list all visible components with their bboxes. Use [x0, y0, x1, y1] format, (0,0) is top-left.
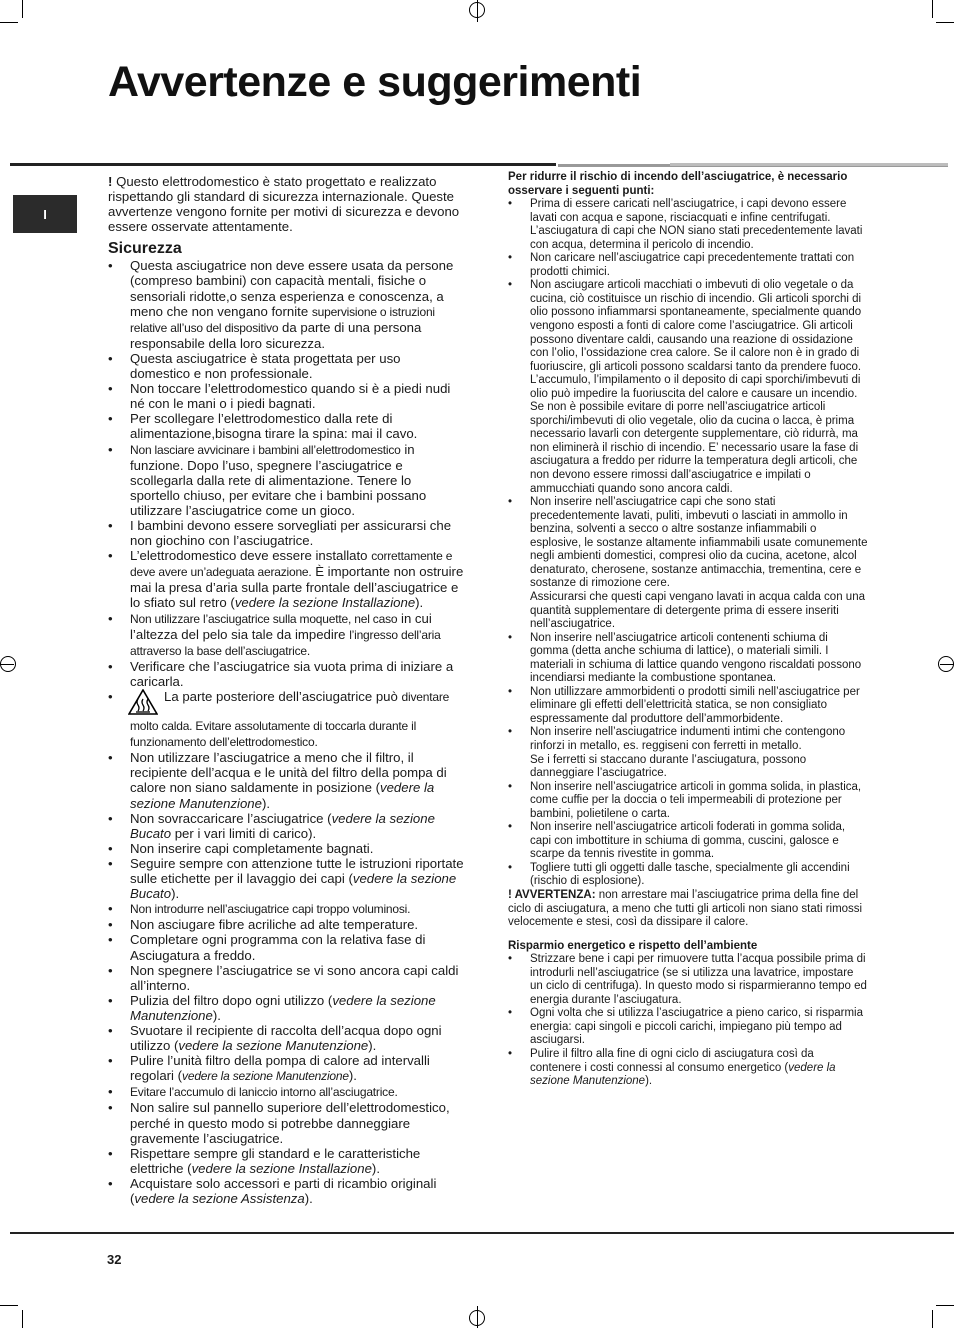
list-item: • Questa asciugatrice non deve essere usata da persone (compreso bambini) con capacità mentali, fisiche o sensoriali ridotte,o senza esperienza e conoscenza, a meno che non vengano fornite supervisione o istruzioni relative all’uso del dispositivo da parte di una persona responsabile della loro sicurezza. [108, 258, 464, 351]
list-item: • Non caricare nell’asciugatrice capi precedentemente trattati con prodotti chimici. [508, 252, 868, 279]
list-item: • Verificare che l’asciugatrice sia vuota prima di iniziare a caricarla. [108, 659, 464, 689]
list-item: • Ogni volta che si utilizza l’asciugatrice a pieno carico, si risparmia energia: capi singoli e piccoli carichi, impiegano più tempo ad asciugarsi. [508, 1007, 868, 1048]
list-item: • Non spegnere l’asciugatrice se vi sono ancora capi caldi all’interno. [108, 963, 464, 993]
list-item: • Non utillizzare ammorbidenti o prodotti simili nell’asciugatrice per eliminare gli effetti dell’elettricità statica, se non consigliato espressamente dal produttore dell’ammorbidente. [508, 686, 868, 727]
list-item: • Seguire sempre con attenzione tutte le istruzioni riportate sulle etichette per il lavaggio dei capi (vedere la sezione Bucato). [108, 856, 464, 901]
intro-text: Questo elettrodomestico è stato progettato e realizzato rispettando gli standard di sicurezza internazionale. Queste avvertenze vengono fornite per motivi di sicurezza e devono essere osservate attentamente. [108, 174, 460, 235]
list-item: • Questa asciugatrice è stata progettata per uso domestico e non professionale. [108, 351, 464, 381]
hot-surface-warning-icon [128, 689, 158, 718]
left-column [108, 174, 464, 1206]
warning-label: ! AVVERTENZA: [508, 888, 596, 901]
crop-mark [932, 1310, 933, 1328]
list-item: • Non lasciare avvicinare i bambini all’elettrodomestico in funzione. Dopo l’uso, spegnere l’asciugatrice e scollegarla dalla rete di alimentazione. Tenere lo sportello chiuso, per evitare che i bambini possano utilizzare l’asciugatrice come un gioco. [108, 442, 464, 518]
crop-mark [936, 22, 954, 23]
list-item: • Non toccare l’elettrodomestico quando si è a piedi nudi né con le mani o i piedi bagnati. [108, 381, 464, 411]
list-item: • Prima di essere caricati nell’asciugatrice, i capi devono essere lavati con acqua e sapone, risciacquati e infine centrifugati. L’asciugatura di capi che NON siano stati precedentemente lavati con acqua, determina il pericolo di incendio. [508, 198, 868, 252]
language-tab [13, 195, 77, 233]
crop-mark [936, 1305, 954, 1306]
crop-mark [477, 0, 478, 22]
list-item: • Non inserire nell’asciugatrice articoli foderati in gomma solida, capi con imbottiture in schiuma di gomma, cuscini, galosce e scarpe da tennis rivestite in gomma. [508, 821, 868, 862]
list-item: • Non salire sul pannello superiore dell’elettrodomestico, perché in questo modo si potrebbe danneggiare gravemente l’asciugatrice. [108, 1100, 464, 1145]
list-item: • Completare ogni programma con la relativa fase di Asciugatura a freddo. [108, 932, 464, 962]
list-item: • I bambini devono essere sorvegliati per assicurarsi che non giochino con l’asciugatrice. [108, 518, 464, 548]
crop-mark [0, 664, 14, 665]
list-item: • Non utilizzare l’asciugatrice sulla moquette, nel caso in cui l’altezza del pelo sia tale da impedire l’ingresso dell’aria attraverso la base dell’asciugatrice. [108, 611, 464, 659]
list-item: • Per scollegare l’elettrodomestico dalla rete di alimentazione,bisogna tirare la spina: mai il cavo. [108, 411, 464, 441]
header-rule [10, 163, 556, 166]
crop-mark [477, 1306, 478, 1328]
crop-mark [22, 1310, 23, 1328]
list-item: • Svuotare il recipiente di raccolta dell’acqua dopo ogni utilizzo (vedere la sezione Manutenzione). [108, 1023, 464, 1053]
list-item: • Togliere tutti gli oggetti dalle tasche, specialmente gli accendini (rischio di esplosione). [508, 862, 868, 889]
list-item: • Non inserire nell’asciugatrice indumenti intimi che contengono rinforzi in metallo, es. reggiseni con ferretti in metallo. Se i ferretti si staccano durante l’asciugatura, possono danneggiare l’asciugatrice. [508, 726, 868, 780]
list-item: • Non inserire capi completamente bagnati. [108, 841, 464, 856]
header-rule [670, 163, 948, 166]
list-item: • Pulire il filtro alla fine di ogni ciclo di asciugatura così da contenere i costi connessi al consumo energetico (vedere la sezione Manutenzione). [508, 1048, 868, 1089]
warning-paragraph: ! AVVERTENZA: non arrestare mai l’asciugatrice prima della fine del ciclo di asciugatura, a meno che tutti gli articoli non siano stati rimossi velocemente e stesi, così da dissipare il calore. [508, 888, 863, 929]
fire-risk-list [508, 198, 868, 889]
list-item: • L’elettrodomestico deve essere installato correttamente e deve avere un’adeguata aerazione. È importante non ostruire mai la presa d’aria sulla parte frontale dell’asciugatrice e lo sfiato sul retro (vedere la sezione Installazione). [108, 548, 464, 610]
intro-mark: ! [108, 174, 113, 189]
fire-risk-heading: Per ridurre il rischio di incendo dell’asciugatrice, è necessario osservare i seguenti punti: [508, 171, 848, 197]
list-item: • Non inserire nell’asciugatrice capi che sono stati precedentemente lavati, puliti, imbevuti o lasciati in ammollo in benzina, solventi a secco o altre sostanze infiammabili o esplosive, le sostanze altamente infiammabili usate comunemente negli ambienti domestici, compresi olio da cucina, acetone, alcol denaturato, cherosene, sostanze antimacchia, trementina, cere e sostanze di rimozione cere. Assicurarsi che questi capi vengano lavati in acqua calda con una quantità supplementare di detergente prima di essere inseriti nell’asciugatrice. [508, 496, 868, 631]
list-item: • Non asciugare fibre acriliche ad alte temperature. [108, 917, 464, 932]
energy-list [508, 953, 868, 1088]
list-item: • Rispettare sempre gli standard e le caratteristiche elettriche (vedere la sezione Installazione). [108, 1146, 464, 1176]
list-item: • Non utilizzare l’asciugatrice a meno che il filtro, il recipiente dell’acqua e le unità del filtro della pompa di calore non siano saldamente in posizione (vedere la sezione Manutenzione). [108, 750, 464, 810]
crop-mark [0, 22, 18, 23]
crop-mark [940, 664, 954, 665]
right-column [508, 171, 868, 1089]
list-item: • Strizzare bene i capi per rimuovere tutta l’acqua possibile prima di introdurli nell’asciugatrice (se si utilizza una lavatrice, impostare un ciclo di centrifuga). In questo modo si risparmieranno tempo ed energia durante l’asciugatura. [508, 953, 868, 1007]
energy-heading: Risparmio energetico e rispetto dell’ambiente [508, 939, 758, 952]
list-item: • Non inserire nell’asciugatrice articoli contenenti schiuma di gomma (detta anche schiuma di lattice), o materiali simili. I materiali in schiuma di lattice quando vengono riscaldati possono incendiarsi mediante la combustione spontanea. [508, 632, 868, 686]
section-heading-sicurezza: Sicurezza [108, 240, 182, 258]
footer-rule [10, 1232, 954, 1234]
list-item: • Pulizia del filtro dopo ogni utilizzo (vedere la sezione Manutenzione). [108, 993, 464, 1023]
safety-list [108, 258, 464, 1206]
page-number: 32 [107, 1252, 122, 1267]
list-item: • Acquistare solo accessori e parti di ricambio originali (vedere la sezione Assistenza). [108, 1176, 464, 1206]
list-item: • Non inserire nell’asciugatrice articoli in gomma solida, in plastica, come cuffie per la doccia o teli impermeabili di protezione per bambini, polietilene o carta. [508, 781, 868, 822]
page-title: Avvertenze e suggerimenti [108, 58, 642, 106]
list-item: • Evitare l’accumulo di laniccio intorno all’asciugatrice. [108, 1084, 464, 1100]
crop-mark [932, 0, 933, 18]
crop-mark [0, 1305, 18, 1306]
list-item: • Non asciugare articoli macchiati o imbevuti di olio vegetale o da cucina, ciò costituisce un rischio di incendio. Gli articoli sporchi di olio possono infiammarsi spontaneamente, specialmente quando vengono esposti a fonti di calore come l’asciugatrice. Gli articoli possono diventare caldi, causando una reazione di ossidazione con l’olio, l’ossidazione crea calore. Se il calore non è in grado di fuoriuscire, gli articoli possono scaldarsi tanto da prendere fuoco. L’accumulo, l’impilamento o il deposito di capi sporchi/imbevuti di olio può impedire la fuoriuscita del calore e causare un incendio. Se non è possibile evitare di porre nell’asciugatrice articoli sporchi/imbevuti di olio vegetale, olio da cucina o lacca, è prima necessario lavarli con detergente supplementare, ciò ridurrà, ma non eliminerà il rischio di incendio. E’ necessario usare la fase di asciugatura a freddo per ridurre la temperatura degli articoli, che non devono essere rimossi dall’asciugatrice e impilati o ammucchiati quando sono ancora caldi. [508, 279, 868, 496]
list-item: • Non introdurre nell’asciugatrice capi troppo voluminosi. [108, 901, 464, 917]
language-tab-label: I [43, 206, 47, 222]
list-item: • La parte posteriore dell’asciugatrice può diventare molto calda. Evitare assolutamente di toccarla durante il funzionamento dell’elettrodomestico. [108, 689, 464, 750]
list-item: • Non sovraccaricare l’asciugatrice (vedere la sezione Bucato per i vari limiti di carico). [108, 811, 464, 841]
crop-mark [22, 0, 23, 18]
list-item: • Pulire l’unità filtro della pompa di calore ad intervalli regolari (vedere la sezione Manutenzione). [108, 1053, 464, 1084]
intro-paragraph [108, 174, 464, 234]
